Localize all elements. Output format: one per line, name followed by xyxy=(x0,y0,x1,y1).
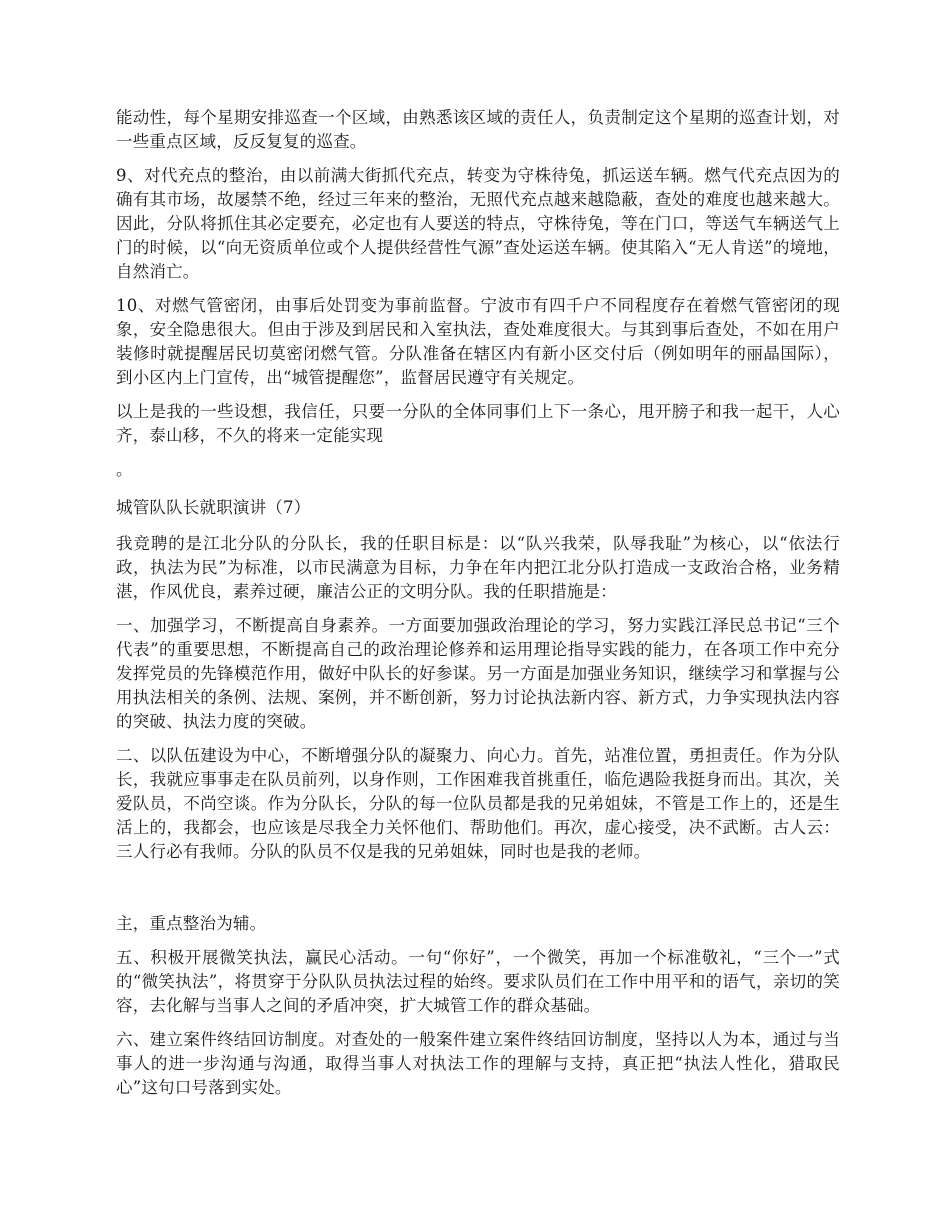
section-title: 城管队队长就职演讲（7） xyxy=(116,498,311,517)
paragraph-goal: 我竞聘的是江北分队的分队长，我的任职目标是：以“队兴我荣，队辱我耻”为核心，以“依法行政，执法为民”为标准，以市民满意为目标，力争在年内把江北分队打造成一支政治合格，业务精湛，作风优良，素养过硬，廉洁公正的文明分队。我的任职措施是： xyxy=(116,534,840,601)
paragraph-conclusion: 以上是我的一些设想，我信任，只要一分队的全体同事们上下一条心，甩开膀子和我一起干，人心齐，泰山移，不久的将来一定能实现 xyxy=(116,402,840,445)
paragraph-measure-6: 六、建立案件终结回访制度。对查处的一般案件建立案件终结回访制度，坚持以人为本，通过与当事人的进一步沟通与沟通，取得当事人对执法工作的理解与支持，真正把“执法人性化，猎取民心”这句口号落到实处。 xyxy=(116,1030,840,1097)
document-page xyxy=(116,106,840,1110)
paragraph-measure-2: 二、以队伍建设为中心，不断增强分队的凝聚力、向心力。首先，站准位置，勇担责任。作为分队长，我就应事事走在队员前列，以身作则，工作困难我首挑重任，临危遇险我挺身而出。其次，关爱队员，不尚空谈。作为分队长，分队的每一位队员都是我的兄弟姐妹，不管是工作上的，还是生活上的，我都会，也应该是尽我全力关怀他们、帮助他们。再次，虚心接受，决不武断。古人云：三人行必有我师。分队的队员不仅是我的兄弟姐妹，同时也是我的老师。 xyxy=(116,746,840,861)
page-gap xyxy=(116,874,840,912)
paragraph-measure-1: 一、加强学习，不断提高自身素养。一方面要加强政治理论的学习，努力实践江泽民总书记“三个代表”的重要思想，不断提高自己的政治理论修养和运用理论指导实践的能力，在各项工作中充分发挥党员的先锋模范作用，做好中队长的好参谋。另一方面是加强业务知识，继续学习和掌握与公用执法相关的条例、法规、案例，并不断创新，努力讨论执法新内容、新方式，力争实现执法内容的突破、执法力度的突破。 xyxy=(116,616,840,731)
paragraph-item-9: 9、对代充点的整治，由以前满大街抓代充点，转变为守株待兔，抓运送车辆。燃气代充点因为的确有其市场，故屡禁不绝，经过三年来的整治，无照代充点越来越隐蔽，查处的难度也越来越大。因此，分队将抓住其必定要充，必定也有人要送的特点，守株待兔，等在门口，等送气车辆送气上门的时候，以“向无资质单位或个人提供经营性气源”查处运送车辆。使其陷入“无人肯送”的境地，自然消亡。 xyxy=(116,166,840,281)
paragraph-fragment: 主，重点整治为辅。 xyxy=(116,914,267,933)
paragraph-item-10: 10、对燃气管密闭，由事后处罚变为事前监督。宁波市有四千户不同程度存在着燃气管密闭的现象，安全隐患很大。但由于涉及到居民和入室执法，查处难度很大。与其到事后查处，不如在用户装修时就提醒居民切莫密闭燃气管。分队准备在辖区内有新小区交付后（例如明年的丽晶国际），到小区内上门宣传，出“城管提醒您”，监督居民遵守有关规定。 xyxy=(116,296,840,387)
paragraph-measure-5: 五、积极开展微笑执法，赢民心活动。一句“你好”，一个微笑，再加一个标准敬礼，“三个一”式的“微笑执法”，将贯穿于分队队员执法过程的始终。要求队员们在工作中用平和的语气，亲切的笑容，去化解与当事人之间的矛盾冲突，扩大城管工作的群众基础。 xyxy=(116,948,840,1015)
paragraph-patrol-plan: 能动性，每个星期安排巡查一个区域，由熟悉该区域的责任人，负责制定这个星期的巡查计划，对一些重点区域，反反复复的巡查。 xyxy=(116,108,840,151)
paragraph-dot: 。 xyxy=(116,460,133,479)
